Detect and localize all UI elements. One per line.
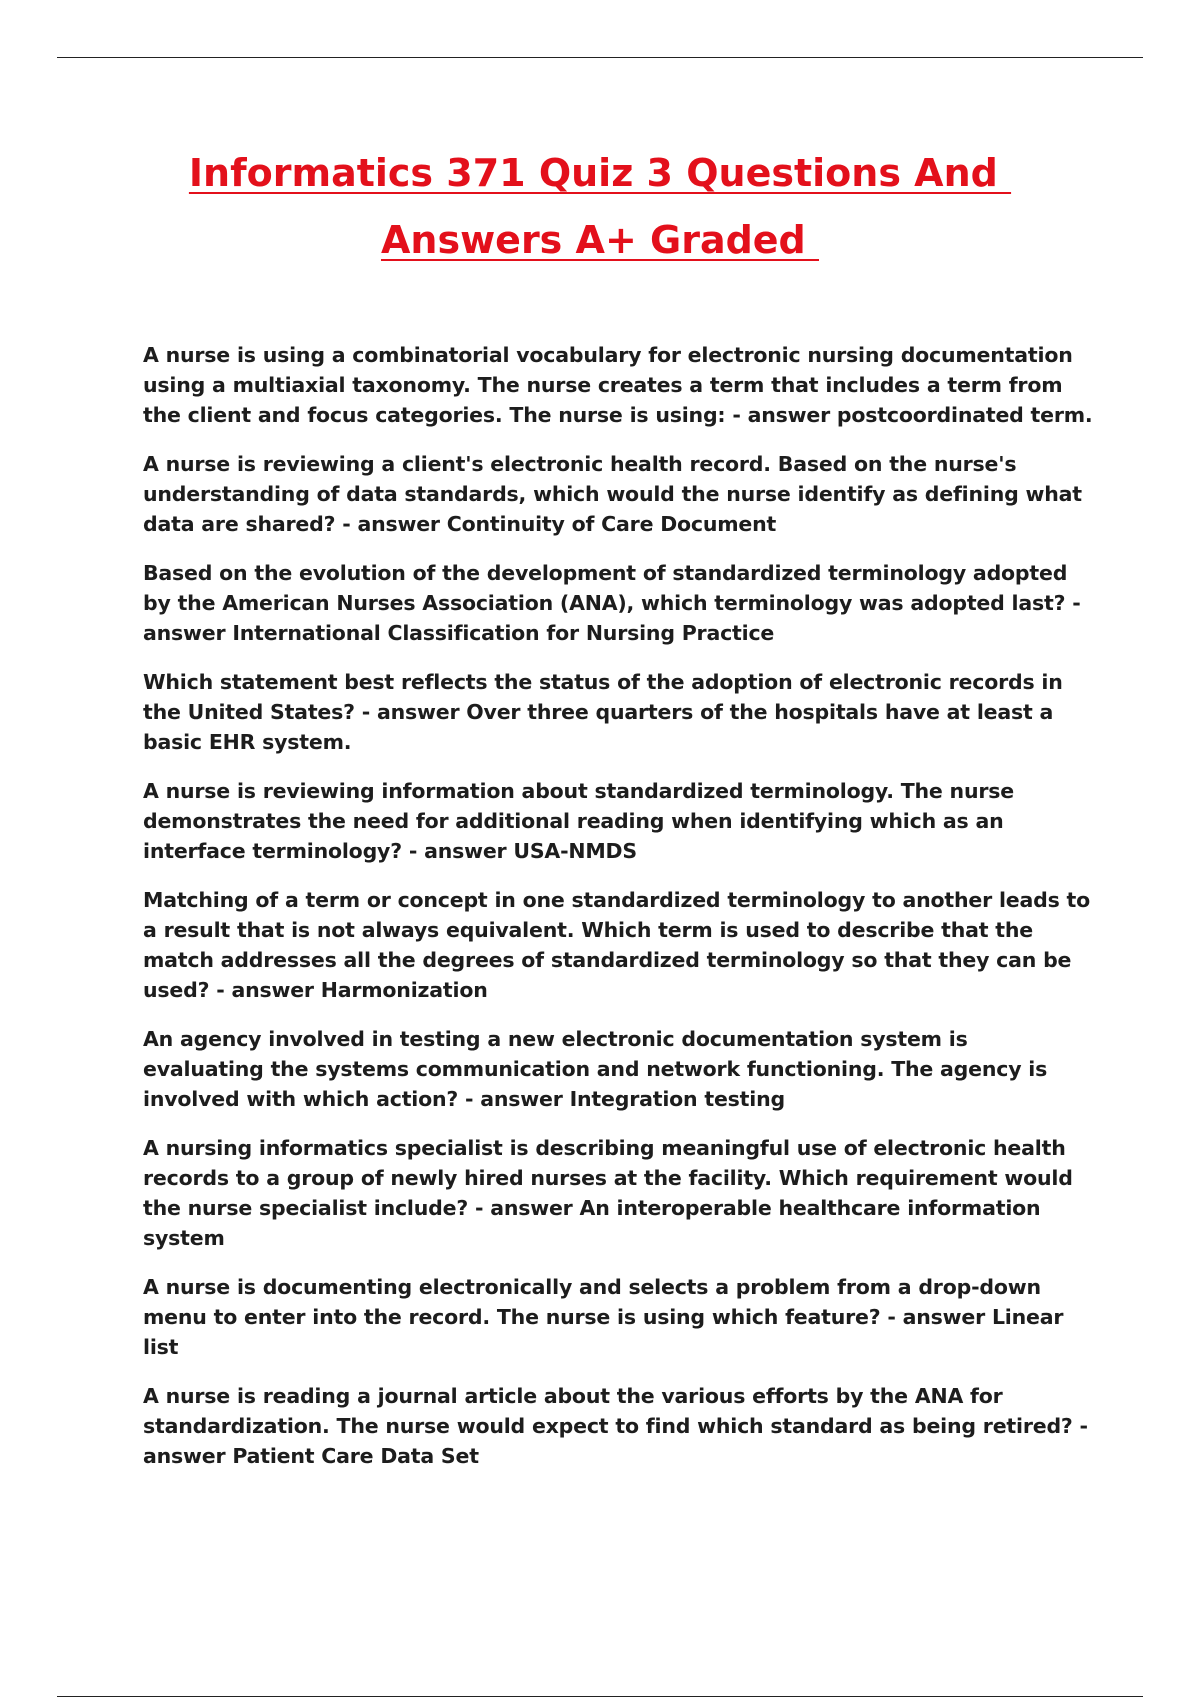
qa-item: Based on the evolution of the development of standardized terminology adopted by the American Nurses Association (ANA), which terminology was adopted last? - answer International Classification for Nursing Practice — [143, 561, 1081, 645]
qa-item: A nurse is documenting electronically and selects a problem from a drop-down menu to enter into the record. The nurse is using which feature? - answer Linear list — [143, 1275, 1064, 1359]
qa-item: An agency involved in testing a new electronic documentation system is evaluating the systems communication and network functioning. The agency is involved with which action? - answer Integration testing — [143, 1027, 1048, 1111]
title-line-1: Informatics 371 Quiz 3 Questions And — [188, 151, 1012, 195]
qa-item: Which statement best reflects the status of the adoption of electronic records in the United States? - answer Over three quarters of the hospitals have at least a basic EHR system. — [143, 670, 1063, 754]
qa-item: A nurse is reviewing information about standardized terminology. The nurse demonstrates the need for additional reading when identifying which as an interface terminology? - answer USA-NMDS — [143, 779, 1014, 863]
qa-item: A nurse is using a combinatorial vocabulary for electronic nursing documentation using a multiaxial taxonomy. The nurse creates a term that includes a term from the client and focus categories. The nurse is using: - answer postcoordinated term. — [143, 343, 1093, 427]
document-title — [0, 140, 1200, 274]
top-rule — [57, 57, 1143, 58]
bottom-rule — [57, 1696, 1143, 1697]
qa-item: A nurse is reading a journal article about the various efforts by the ANA for standardization. The nurse would expect to find which standard as being retired? - answer Patient Care Data Set — [143, 1384, 1088, 1468]
qa-list — [143, 340, 1093, 1490]
qa-item: Matching of a term or concept in one standardized terminology to another leads to a result that is not always equivalent. Which term is used to describe that the match addresses all the degrees of standardized terminology so that they can be used? - answer Harmonization — [143, 888, 1091, 1002]
title-line-2: Answers A+ Graded — [380, 218, 819, 262]
qa-item: A nursing informatics specialist is describing meaningful use of electronic health records to a group of newly hired nurses at the facility. Which requirement would the nurse specialist include? - answer An interoperable healthcare information system — [143, 1136, 1073, 1250]
qa-item: A nurse is reviewing a client's electronic health record. Based on the nurse's understanding of data standards, which would the nurse identify as defining what data are shared? - answer Continuity of Care Document — [143, 452, 1082, 536]
